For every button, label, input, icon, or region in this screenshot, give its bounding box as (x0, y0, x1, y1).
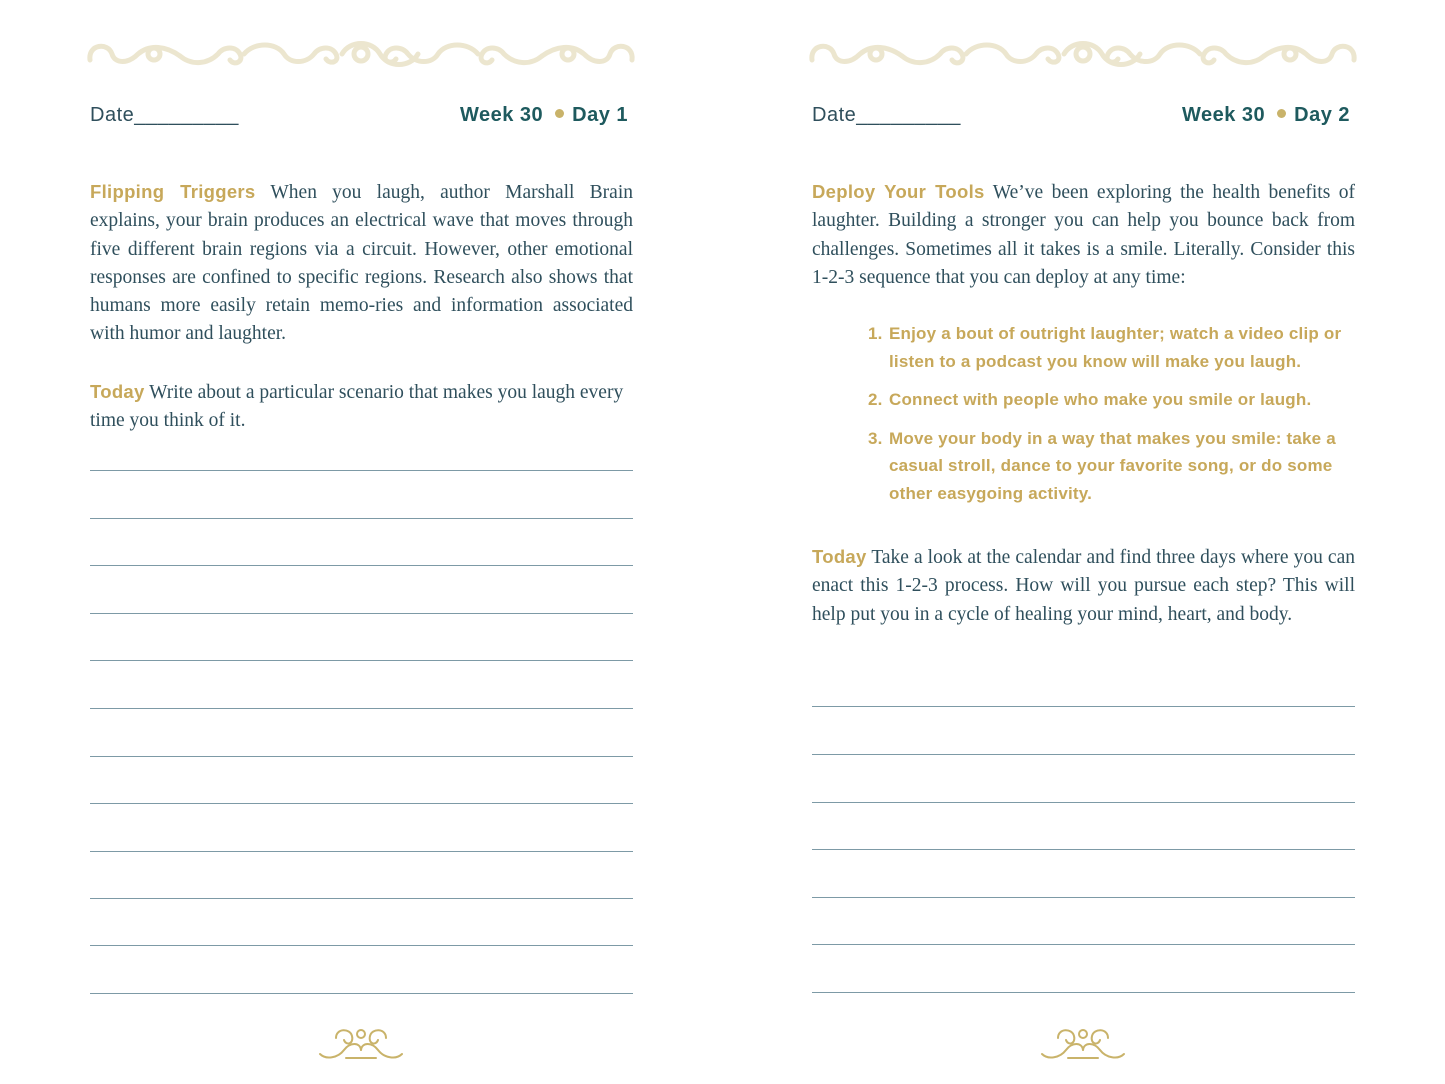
list-item (868, 320, 1348, 375)
bullet-dot-icon (555, 109, 564, 118)
paragraph-heading: Flipping Triggers (90, 181, 256, 202)
writing-line[interactable] (812, 992, 1355, 993)
step-text: Enjoy a bout of outright laughter; watch a video clip or listen to a podcast you know will make you laugh. (889, 324, 1342, 371)
bullet-dot-icon (1277, 109, 1286, 118)
step-text: Move your body in a way that makes you smile: take a casual stroll, dance to your favorite song, or do some other easygoing activity. (889, 428, 1336, 503)
scroll-flourish-icon (806, 34, 1360, 74)
writing-line[interactable] (90, 613, 633, 614)
writing-line[interactable] (90, 470, 633, 471)
writing-line[interactable] (812, 754, 1355, 755)
writing-line[interactable] (812, 802, 1355, 803)
today-text: Write about a particular scenario that makes you laugh every time you think of it. (90, 382, 624, 432)
step-text: Connect with people who make you smile or laugh. (889, 390, 1312, 409)
writing-line[interactable] (90, 756, 633, 757)
today-text: Take a look at the calendar and find three days where you can enact this 1-2-3 process. How will you pursue each step? This will help put you in a cycle of healing your mind, heart, and body. (812, 547, 1355, 625)
writing-line[interactable] (90, 708, 633, 709)
list-item (868, 386, 1348, 414)
writing-line[interactable] (90, 565, 633, 566)
week-day-label (460, 104, 628, 127)
writing-line[interactable] (90, 518, 633, 519)
day-label: Day 2 (1294, 104, 1350, 126)
small-flourish-icon (1038, 1024, 1128, 1062)
writing-line[interactable] (90, 898, 633, 899)
small-flourish-icon (316, 1024, 406, 1062)
right-page (812, 0, 1356, 1084)
writing-line[interactable] (90, 803, 633, 804)
left-page (90, 0, 634, 1084)
writing-line[interactable] (90, 993, 633, 994)
step-number: 1. (868, 324, 883, 343)
page-header (90, 104, 634, 134)
writing-line[interactable] (812, 897, 1355, 898)
intro-paragraph (812, 178, 1355, 292)
date-field[interactable]: Date_________ (812, 104, 961, 126)
paragraph-text: When you laugh, author Marshall Brain explains, your brain produces an electrical wave that moves through five different brain regions via a circuit. However, other emotional responses are confined to specific regions. Research also shows that humans more easily retain memo-ries and information associated with humor and laughter. (90, 182, 633, 345)
week-label: Week 30 (459, 104, 544, 126)
today-prompt (812, 543, 1355, 629)
steps-list (868, 320, 1348, 518)
intro-paragraph (90, 178, 633, 349)
paragraph-text: We’ve been exploring the health benefits of laughter. Building a stronger you can help you bounce back from challenges. Sometimes all it takes is a smile. Literally. Consider this 1-2-3 sequence that you can deploy at any time: (812, 182, 1355, 288)
step-number: 2. (868, 390, 883, 409)
writing-line[interactable] (90, 660, 633, 661)
writing-line[interactable] (812, 944, 1355, 945)
writing-line[interactable] (812, 706, 1355, 707)
writing-line[interactable] (812, 849, 1355, 850)
scroll-flourish-icon (84, 34, 638, 74)
today-heading: Today (812, 546, 867, 567)
week-day-label (1182, 104, 1350, 127)
writing-line[interactable] (90, 945, 633, 946)
week-label: Week 30 (1181, 104, 1266, 126)
today-heading: Today (90, 381, 145, 402)
today-prompt (90, 378, 633, 436)
list-item (868, 425, 1348, 508)
day-label: Day 1 (572, 104, 628, 126)
writing-line[interactable] (90, 851, 633, 852)
page-header (812, 104, 1356, 134)
date-field[interactable]: Date_________ (90, 104, 239, 126)
paragraph-heading: Deploy Your Tools (812, 181, 985, 202)
step-number: 3. (868, 428, 883, 448)
